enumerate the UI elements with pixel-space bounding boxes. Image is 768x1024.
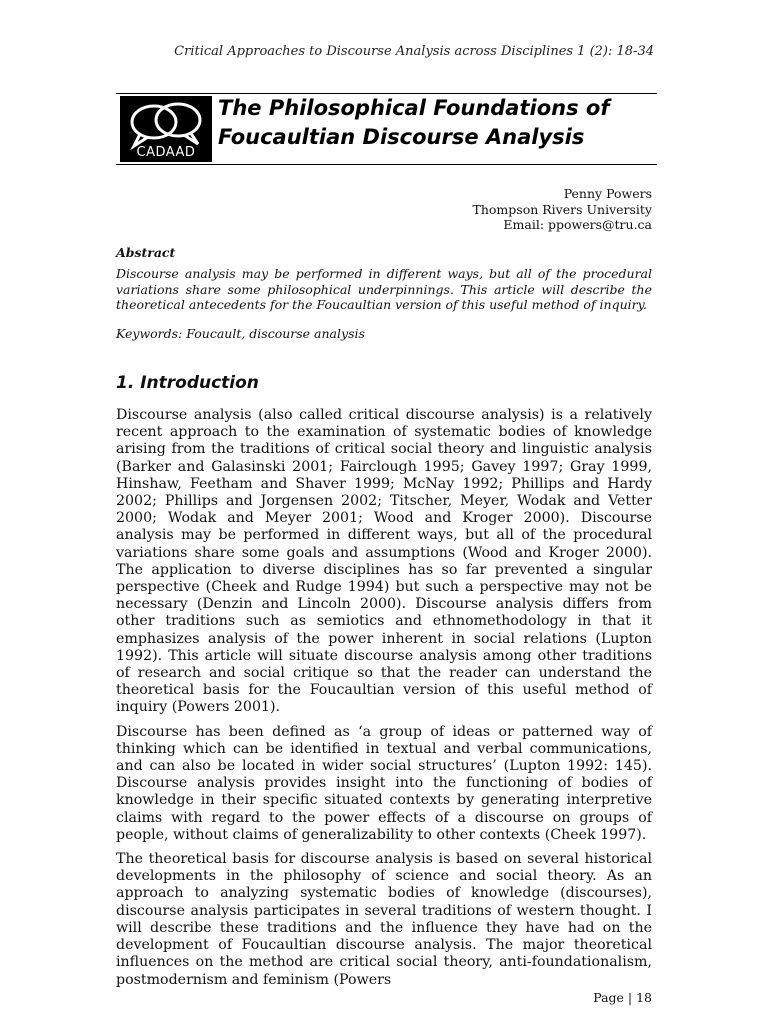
page-number: Page | 18 [593, 990, 652, 1005]
author-name: Penny Powers [563, 186, 652, 201]
paper-title [218, 94, 648, 152]
author-email: Email: ppowers@tru.ca [503, 217, 652, 232]
running-head: Critical Approaches to Discourse Analysis across Disciplines 1 (2): 18-34 [174, 44, 654, 59]
logo-text: CADAAD [136, 145, 196, 160]
paragraph: Discourse has been defined as ‘a group of ideas or patterned way of thinking which can be identified in textual and verbal communications, and can also be located in wider social structures’ (Lupton 1992: 145). Discourse analysis provides insight into the functioning of bodies of knowledge in their specific situated contexts by generating interpretive claims with regard to the power effects of a discourse on groups of people, without claims of generalizability to other contexts (Cheek 1997). [116, 723, 652, 843]
abstract-text: Discourse analysis may be performed in different ways, but all of the procedural variations share some philosophical underpinnings. This article will describe the theoretical antecedents for the Foucaultian version of this useful method of inquiry. [116, 266, 652, 312]
section-heading: 1. Introduction [116, 373, 259, 393]
title-block [116, 93, 657, 165]
speech-bubbles-logo-icon [124, 100, 208, 150]
journal-logo [120, 96, 212, 162]
author-affiliation: Thompson Rivers University [472, 201, 652, 217]
paragraph: Discourse analysis (also called critical discourse analysis) is a relatively recent approach to the examination of systematic bodies of knowledge arising from the traditions of critical social theory and linguistic analysis (Barker and Galasinski 2001; Fairclough 1995; Gavey 1997; Gray 1999, Hinshaw, Feetham and Shaver 1999; McNay 1992; Phillips and Hardy 2002; Phillips and Jorgensen 2002; Titscher, Meyer, Wodak and Vetter 2000; Wodak and Meyer 2001; Wood and Kroger 2000). Discourse analysis may be performed in different ways, but all of the procedural variations share some goals and assumptions (Wood and Kroger 2000). The application to diverse disciplines has so far prevented a singular perspective (Cheek and Rudge 1994) but such a perspective may not be necessary (Denzin and Lincoln 2000). Discourse analysis differs from other traditions such as semiotics and ethnomethodology in that it emphasizes analysis of the power inherent in social relations (Lupton 1992). This article will situate discourse analysis among other traditions of research and social critique so that the reader can understand the theoretical basis for the Foucaultian version of this useful method of inquiry (Powers 2001). [116, 407, 652, 716]
abstract-heading: Abstract [116, 245, 176, 260]
author-block [473, 186, 652, 233]
paragraph: The theoretical basis for discourse analysis is based on several historical developments in the philosophy of science and social theory. As an approach to analyzing systematic bodies of knowledge (discourses), discourse analysis participates in several traditions of western thought. I will describe these traditions and the influence they have had on the development of Foucaultian discourse analysis. The major theoretical influences on the method are critical social theory, anti-foundationalism, postmodernism and feminism (Powers [116, 851, 652, 988]
title-line-2: Foucaultian Discourse Analysis [218, 125, 585, 149]
title-line-1: The Philosophical Foundations of [218, 96, 610, 120]
body-text [116, 407, 652, 996]
keywords: Keywords: Foucault, discourse analysis [116, 326, 365, 341]
